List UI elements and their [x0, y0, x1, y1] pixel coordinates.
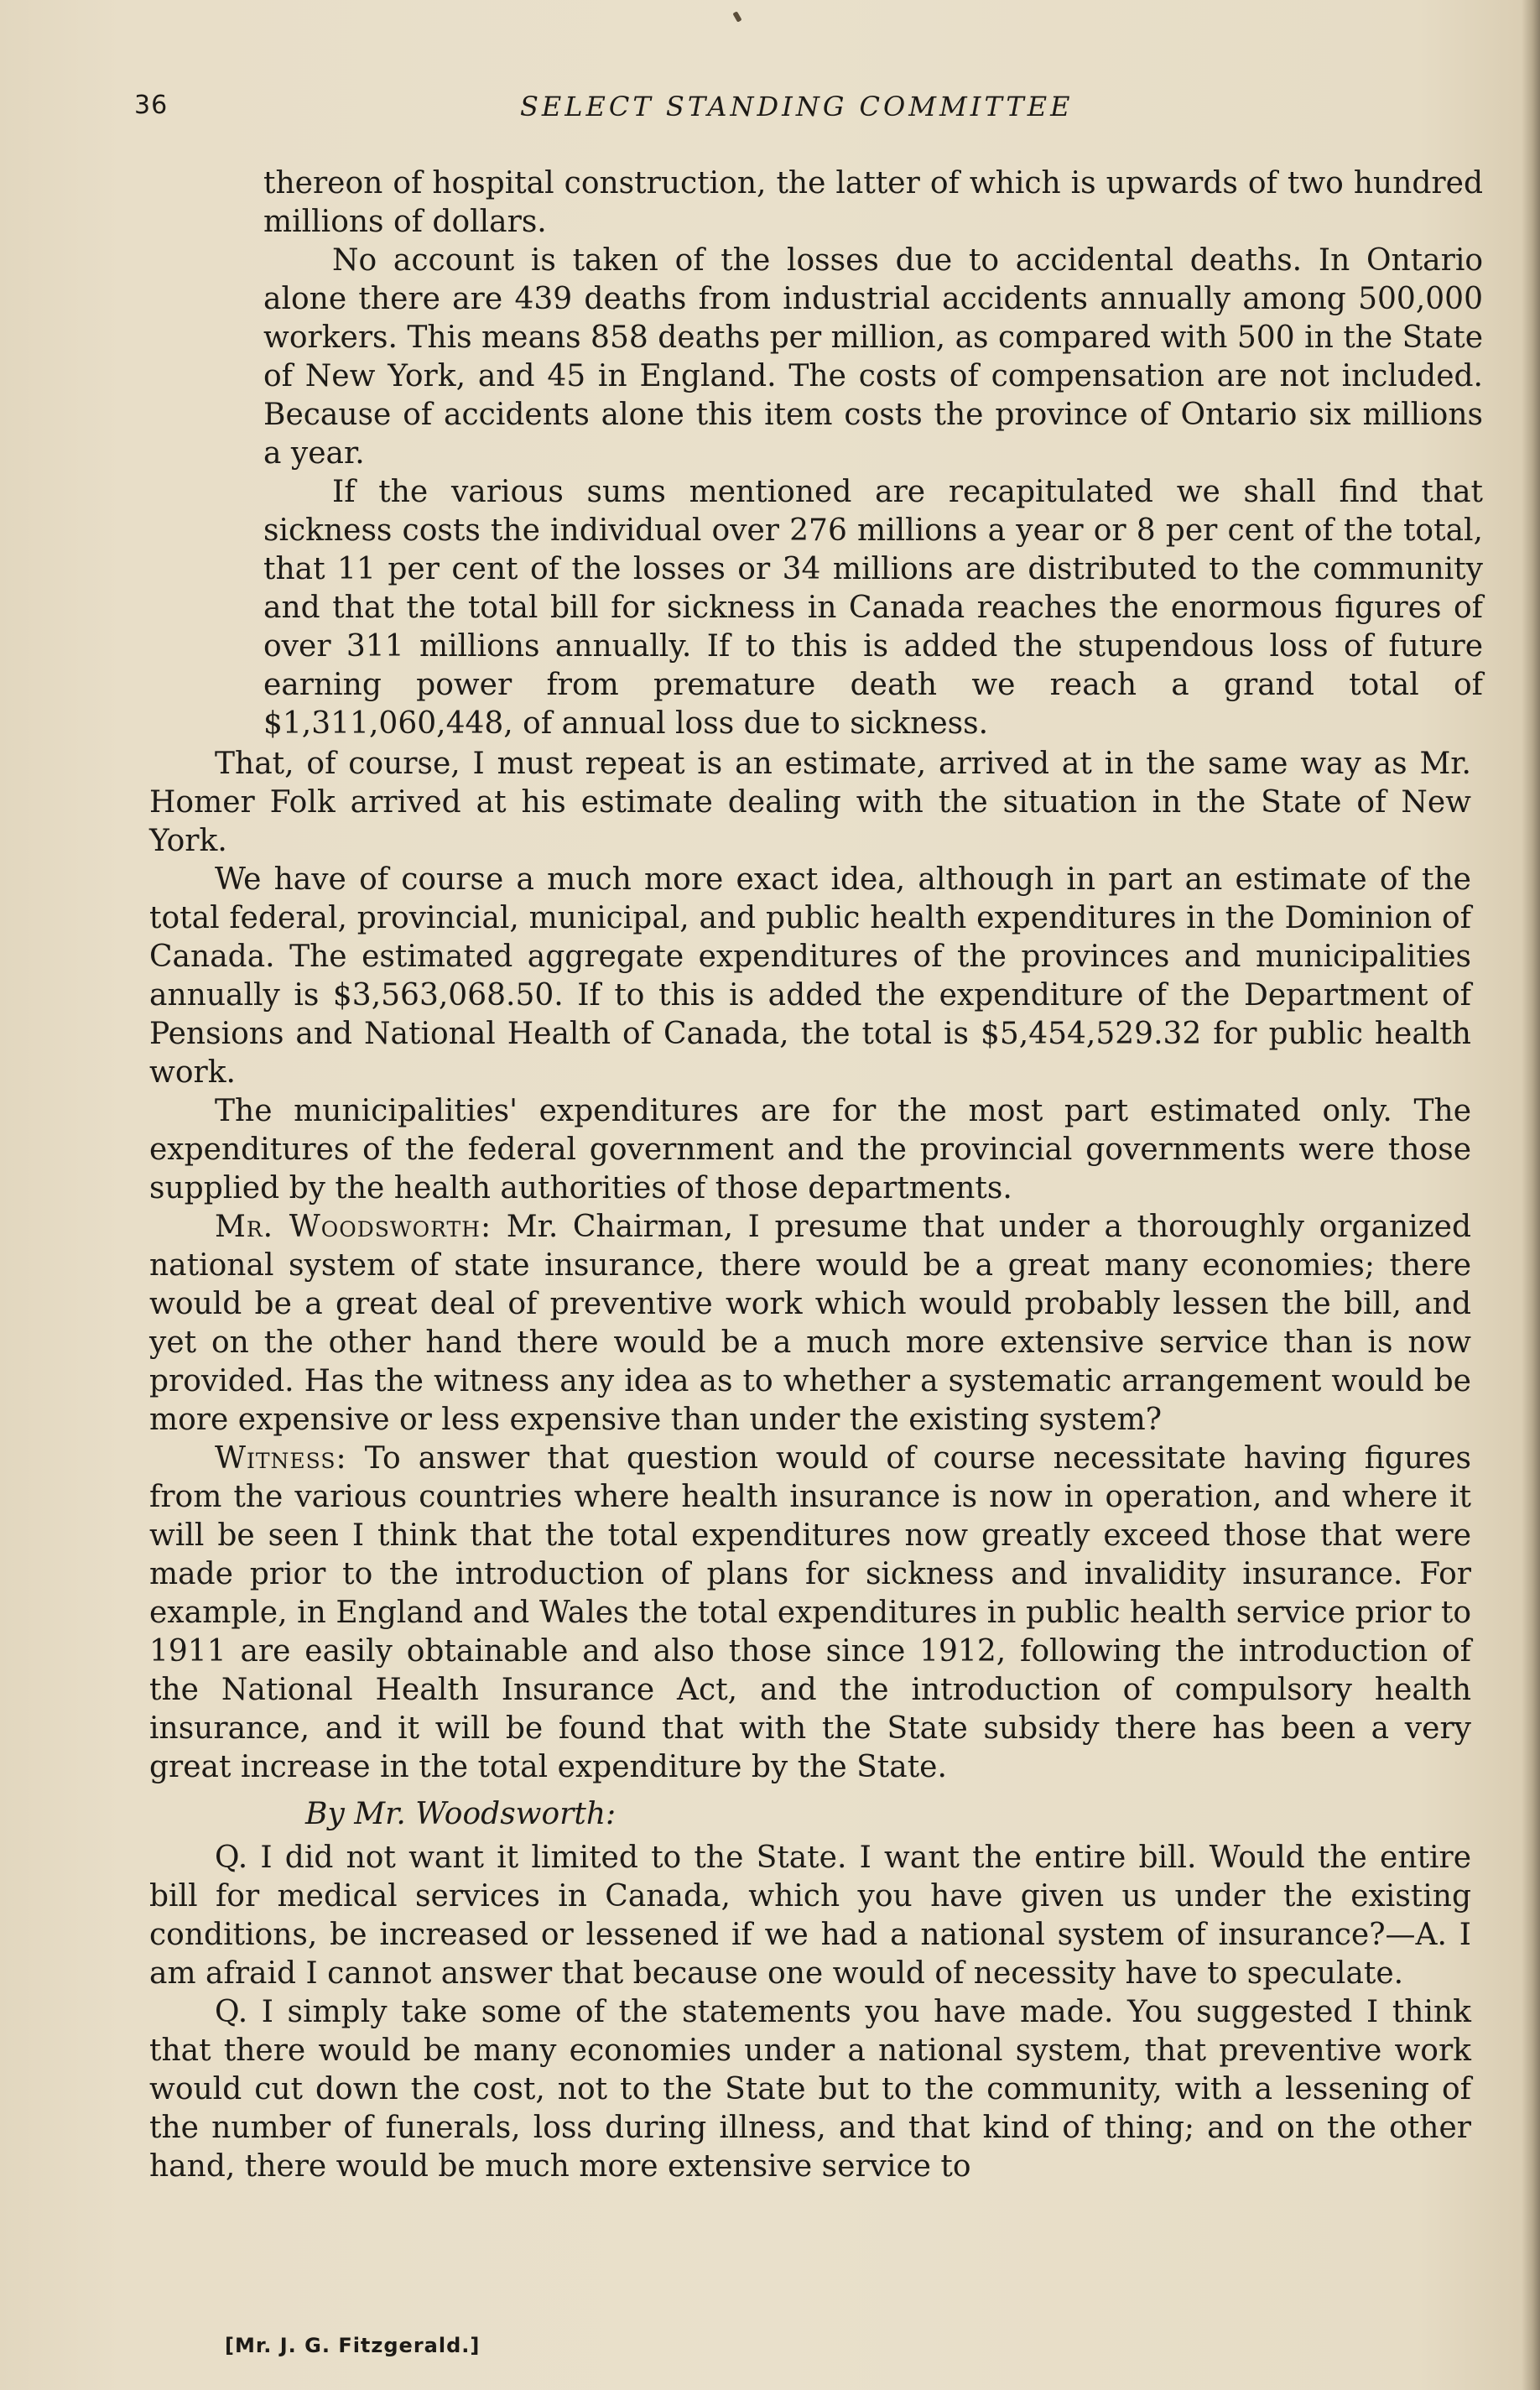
page-header: [134, 91, 1459, 133]
speaker-name: Witness:: [215, 1441, 347, 1476]
quoted-paragraph: If the various sums mentioned are recapitulated we shall find that sickness costs the individual over 276 millions a year or 8 per cent of the total, that 11 per cent of the losses or 34 millions are distributed to the community and that the total bill for sickness in Canada reaches the enormous figures of over 311 millions annually. If to this is added the stupendous loss of future earning power from premature death we reach a grand total of $1,311,060,448, of annual loss due to sickness.: [263, 475, 1483, 741]
ink-mark: [732, 11, 741, 22]
quoted-paragraph: thereon of hospital construction, the latter of which is upwards of two hundred millions of dollars.: [263, 166, 1483, 239]
quoted-block: [263, 164, 1483, 743]
speaker-paragraph: [149, 1208, 1471, 1440]
body-paragraph: We have of course a much more exact idea, although in part an estimate of the total federal, provincial, municipal, and public health expenditures in the Dominion of Canada. The estimated aggregate expenditures of the provinces and municipalities annually is $3,563,068.50. If to this is added the expenditure of the Department of Pensions and National Health of Canada, the total is $5,454,529.32 for public health work.: [149, 862, 1471, 1090]
page-number: 36: [134, 91, 169, 120]
running-head: SELECT STANDING COMMITTEE: [520, 91, 1074, 122]
main-body: [149, 745, 1471, 2186]
question-paragraph: Q. I did not want it limited to the State. I want the entire bill. Would the entire bill for medical services in Canada, which you have given us under the existing conditions, be increased or lessened if we had a national system of insurance?—A. I am afraid I cannot answer that because one would of necessity have to speculate.: [149, 1841, 1471, 1991]
body-paragraph: The municipalities' expenditures are for the most part estimated only. The expenditures of the federal government and the provincial governments were those supplied by the health authorities of those departments.: [149, 1094, 1471, 1205]
speaker-attribution: [Mr. J. G. Fitzgerald.]: [225, 2334, 481, 2357]
question-paragraph: Q. I simply take some of the statements you have made. You suggested I think that there would be many economies under a national system, that preventive work would cut down the cost, not to the State but to the community, with a lessening of the number of funerals, loss during illness, and that kind of thing; and on the other hand, there would be much more extensive service to: [149, 1995, 1471, 2184]
speaker-text: To answer that question would of course necessitate having figures from the various countries where health insurance is now in operation, and where it will be seen I think that the total expenditures now greatly exceed those that were made prior to the introduction of plans for sickness and invalidity insurance. For example, in England and Wales the total expenditures in public health service prior to 1911 are easily obtainable and also those since 1912, following the introduction of the National Health Insurance Act, and the introduction of compulsory health insurance, and it will be found that with the State subsidy there has been a very great increase in the total expenditure by the State.: [149, 1441, 1471, 1784]
page-edge-shadow: [1522, 0, 1540, 2390]
examination-subhead: By Mr. Woodsworth:: [305, 1797, 617, 1831]
quoted-paragraph: No account is taken of the losses due to accidental deaths. In Ontario alone there are 439 deaths from industrial accidents annually among 500,000 workers. This means 858 deaths per million, as compared with 500 in the State of New York, and 45 in England. The costs of compensation are not included. Because of accidents alone this item costs the province of Ontario six millions a year.: [263, 243, 1483, 471]
speaker-paragraph: [149, 1440, 1471, 1787]
speaker-name: Mr. Woodsworth:: [215, 1210, 492, 1244]
body-paragraph: That, of course, I must repeat is an estimate, arrived at in the same way as Mr. Homer Folk arrived at his estimate dealing with the situation in the State of New York.: [149, 747, 1471, 858]
speaker-text: Mr. Chairman, I presume that under a thoroughly organized national system of state insurance, there would be a great many economies; there would be a great deal of preventive work which would probably lessen the bill, and yet on the other hand there would be a much more extensive service than is now provided. Has the witness any idea as to whether a systematic arrangement would be more expensive or less expensive than under the existing system?: [149, 1210, 1472, 1437]
